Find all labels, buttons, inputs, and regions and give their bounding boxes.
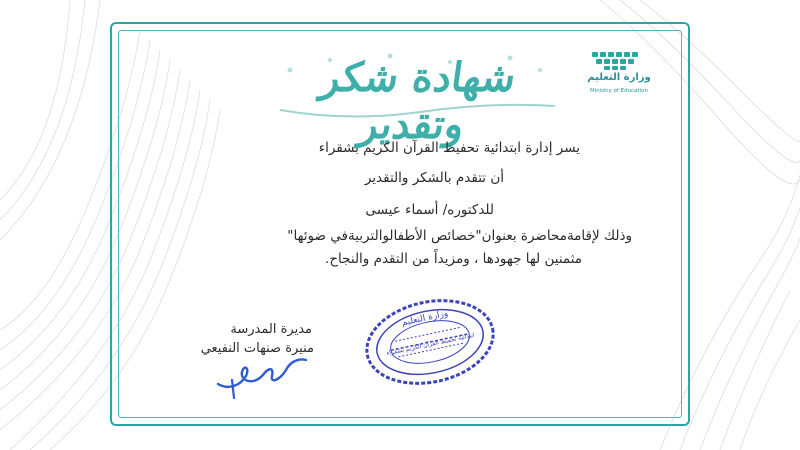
body-line-5: مثمنين لها جهودها ، ومزيداً من التقدم والنجاح. (325, 251, 582, 267)
signatory-title: مديرة المدرسة (230, 322, 312, 337)
certificate-title: شهادة شكر وتقدير (317, 54, 519, 148)
signatory-name: منيرة صنهات النفيعي (200, 341, 314, 356)
body-line-4: وذلك لإقامةمحاضرة بعنوان"خصائص الأطفالوالتربيةفي ضوئها" (287, 228, 632, 244)
body-line-1: يسر إدارة ابتدائية تحفيظ القرآن الكريم بشقراء (318, 140, 580, 156)
ministry-name-english: Ministry of Education (589, 88, 648, 94)
recipient-line: للدكتوره/ أسماء عيسى (365, 202, 494, 218)
ministry-name-arabic: وزارة التعليم (587, 72, 651, 83)
official-stamp (360, 290, 500, 394)
stamp-text-outer: وزارة التعليم (400, 308, 450, 329)
body-line-2: أن تتقدم بالشكر والتقدير (364, 170, 504, 186)
stamp-text-inner: ابتدائية تحفيظ القرآن الكريم بشقراء (385, 331, 476, 358)
handwritten-signature (212, 350, 317, 400)
